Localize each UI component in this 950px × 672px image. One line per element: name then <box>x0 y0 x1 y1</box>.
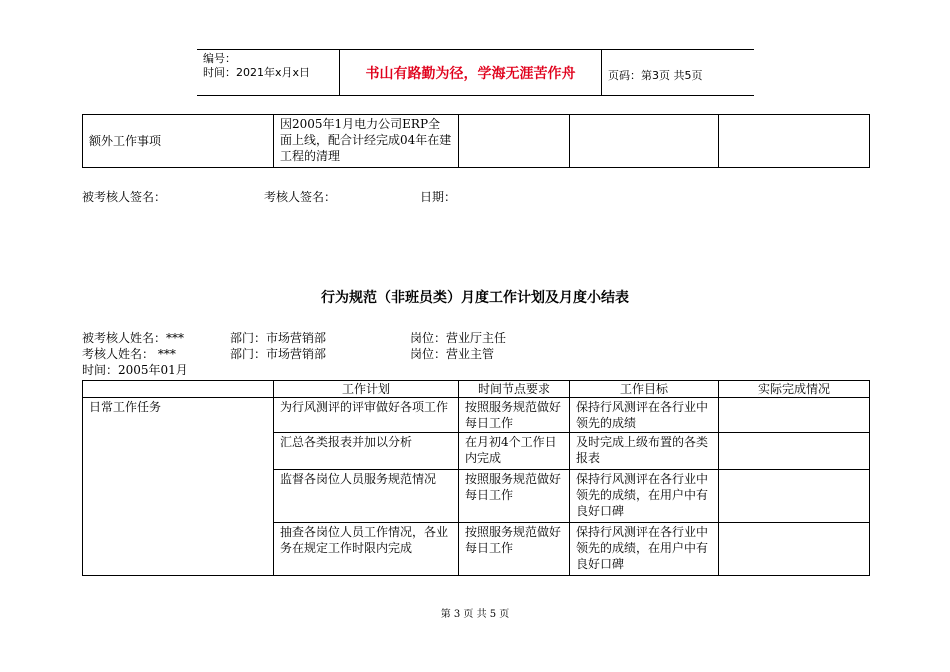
deadline-cell: 按照服务规范做好每日工作 <box>459 523 570 576</box>
header-divider <box>601 50 602 95</box>
header-deadline: 时间节点要求 <box>459 381 570 398</box>
form-time: 时间：2005年01月 <box>82 363 188 377</box>
form-title: 行为规范（非班员类）月度工作计划及月度小结表 <box>321 290 629 306</box>
table-row <box>83 398 870 433</box>
actual-cell <box>719 523 870 576</box>
goal-cell: 保持行风测评在各行业中领先的成绩 <box>570 398 719 433</box>
plan-cell: 抽查各岗位人员工作情况，各业务在规定工作时限内完成 <box>274 523 459 576</box>
goal-cell: 及时完成上级布置的各类报表 <box>570 433 719 470</box>
deadline-cell: 按照服务规范做好每日工作 <box>459 398 570 433</box>
page-footer: 第 3 页 共 5 页 <box>440 609 510 620</box>
assessee-name: 被考核人姓名：*** <box>82 331 185 345</box>
plan-cell: 为行风测评的评审做好各项工作 <box>274 398 459 433</box>
header-plan: 工作计划 <box>274 381 459 398</box>
category-label: 日常工作任务 <box>83 398 274 576</box>
assessee-signature: 被考核人签名： <box>82 190 167 204</box>
assessor-post: 岗位：营业主管 <box>410 347 495 361</box>
plan-cell: 汇总各类报表并加以分析 <box>274 433 459 470</box>
page-header <box>197 49 754 96</box>
extra-work-text: 因2005年1月电力公司ERP全面上线，配合计经完成04年在建工程的清理 <box>274 115 459 168</box>
goal-cell: 保持行风测评在各行业中领先的成绩，在用户中有良好口碑 <box>570 470 719 523</box>
header-page-label: 页码：第3页 共5页 <box>608 69 703 82</box>
date-signature: 日期： <box>420 190 457 204</box>
actual-cell <box>719 470 870 523</box>
assessee-dept: 部门：市场营销部 <box>230 331 327 345</box>
deadline-cell: 在月初4个工作日内完成 <box>459 433 570 470</box>
plan-cell: 监督各岗位人员服务规范情况 <box>274 470 459 523</box>
time-label: 时间：2021年x月x日 <box>203 66 311 79</box>
header-actual: 实际完成情况 <box>719 381 870 398</box>
plan-table <box>82 380 870 576</box>
deadline-cell: 按照服务规范做好每日工作 <box>459 470 570 523</box>
table-header-row <box>83 381 870 398</box>
assessee-post: 岗位：营业厅主任 <box>410 331 507 345</box>
header-motto: 书山有路勤为径，学海无涯苦作舟 <box>365 66 576 82</box>
assessor-name: 考核人姓名： *** <box>82 347 176 361</box>
actual-cell <box>719 433 870 470</box>
extra-work-label: 额外工作事项 <box>83 115 274 168</box>
assessor-signature: 考核人签名： <box>264 190 337 204</box>
header-goal: 工作目标 <box>570 381 719 398</box>
header-meta <box>203 52 310 80</box>
serial-label: 编号： <box>203 52 236 65</box>
assessor-dept: 部门：市场营销部 <box>230 347 327 361</box>
actual-cell <box>719 398 870 433</box>
goal-cell: 保持行风测评在各行业中领先的成绩，在用户中有良好口碑 <box>570 523 719 576</box>
extra-work-table <box>82 114 870 168</box>
